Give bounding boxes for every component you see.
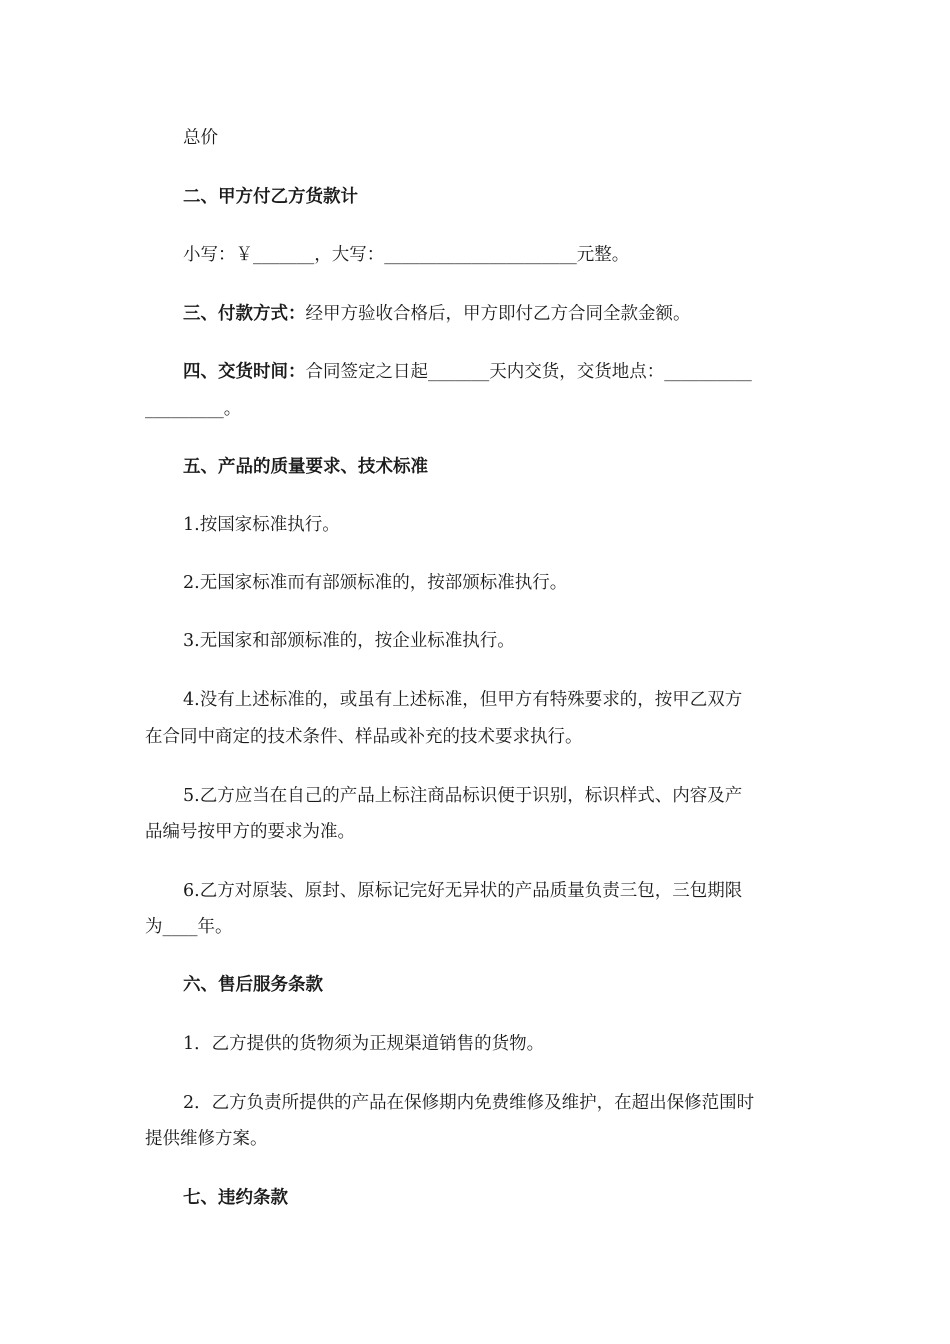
section-4-text: 合同签定之日起_______天内交货，交货地点：__________: [305, 362, 752, 382]
section-3-heading: 三、付款方式：: [183, 304, 306, 324]
section-7-heading: 七、违约条款: [183, 1188, 288, 1208]
list-item: 5.乙方应当在自己的产品上标注商品标识便于识别，标识样式、内容及产: [183, 786, 743, 806]
list-item: 6.乙方对原装、原封、原标记完好无异状的产品质量负责三包，三包期限: [183, 881, 743, 901]
list-item: 3.无国家和部颁标准的，按企业标准执行。: [183, 631, 515, 651]
list-item: 1．乙方提供的货物须为正规渠道销售的货物。: [183, 1034, 545, 1054]
section-4-continuation: _________。: [145, 399, 242, 419]
section-6-heading: 六、售后服务条款: [183, 975, 323, 995]
list-item: 2.无国家标准而有部颁标准的，按部颁标准执行。: [183, 573, 568, 593]
list-item-continuation: 在合同中商定的技术条件、样品或补充的技术要求执行。: [145, 727, 583, 747]
list-item: 2．乙方负责所提供的产品在保修期内免费维修及维护，在超出保修范围时: [183, 1093, 755, 1113]
section-2-heading: 二、甲方付乙方货款计: [183, 187, 358, 207]
section-5-heading: 五、产品的质量要求、技术标准: [183, 457, 428, 477]
section-3-paragraph: [183, 302, 691, 326]
total-price-label: 总价: [183, 128, 218, 148]
list-item-continuation: 提供维修方案。: [145, 1129, 268, 1149]
list-item-continuation: 为____年。: [145, 917, 233, 937]
list-item: 4.没有上述标准的，或虽有上述标准，但甲方有特殊要求的，按甲乙双方: [183, 690, 743, 710]
payment-amount-line: 小写：￥_______，大写：______________________元整。: [183, 245, 630, 265]
list-item-continuation: 品编号按甲方的要求为准。: [145, 822, 355, 842]
section-4-heading: 四、交货时间：: [183, 362, 306, 382]
section-4-paragraph: [183, 360, 752, 384]
section-3-text: 经甲方验收合格后，甲方即付乙方合同全款金额。: [305, 304, 691, 324]
list-item: 1.按国家标准执行。: [183, 515, 340, 535]
